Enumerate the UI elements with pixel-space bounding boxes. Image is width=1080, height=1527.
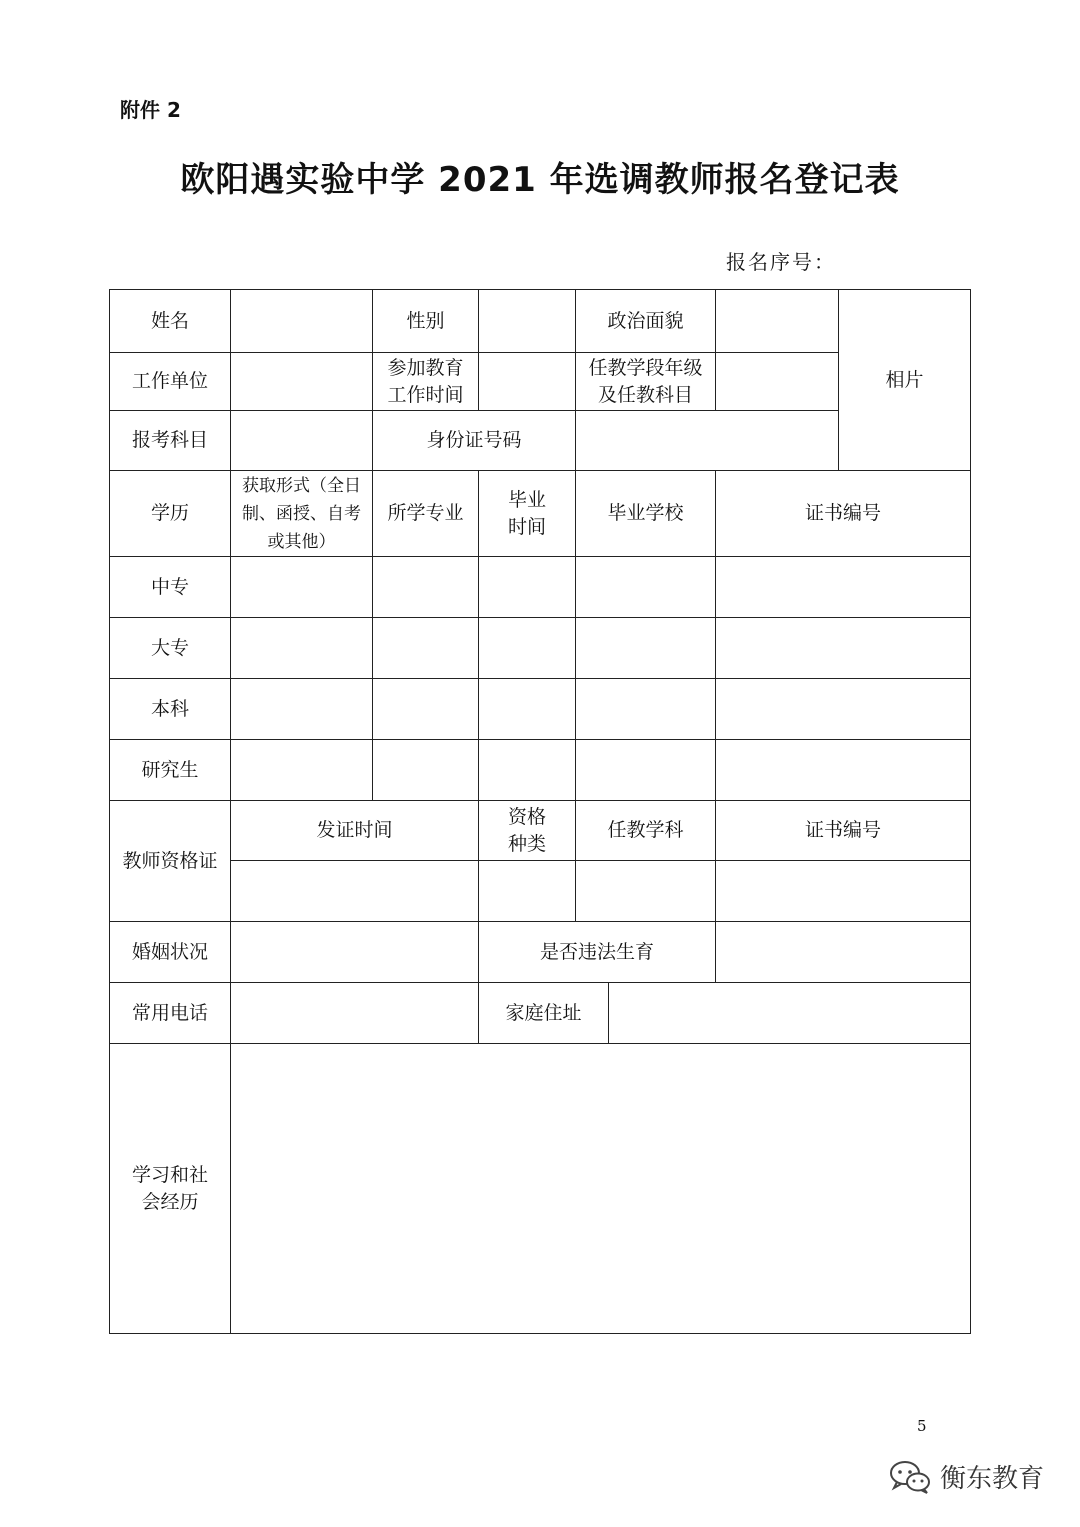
political-field[interactable] — [715, 289, 838, 352]
address-label: 家庭住址 — [478, 982, 608, 1043]
marital-field[interactable] — [230, 921, 478, 982]
experience-field[interactable] — [230, 1043, 970, 1333]
education-label: 学历 — [109, 470, 230, 556]
cert-type-field[interactable] — [478, 860, 575, 921]
education-input[interactable] — [575, 678, 715, 739]
level-label: 中专 — [109, 556, 230, 617]
photo-box[interactable]: 相片 — [838, 289, 970, 470]
cert-type-label: 资格 种类 — [478, 800, 575, 860]
education-input[interactable] — [715, 678, 970, 739]
wechat-icon — [888, 1459, 932, 1495]
id-number-label: 身份证号码 — [372, 410, 575, 470]
grad-school-label: 毕业学校 — [575, 470, 715, 556]
edu-work-time-label: 参加教育 工作时间 — [372, 352, 478, 410]
watermark-text: 衡东教育 — [940, 1464, 1045, 1494]
grade-subject-field[interactable] — [715, 352, 838, 410]
level-label: 研究生 — [109, 739, 230, 800]
grad-time-label: 毕业 时间 — [478, 470, 575, 556]
education-input[interactable] — [575, 739, 715, 800]
level-label: 大专 — [109, 617, 230, 678]
watermark — [888, 1458, 1044, 1495]
page-number: 5 — [917, 1417, 927, 1435]
political-label: 政治面貌 — [575, 289, 715, 352]
experience-label: 学习和社 会经历 — [109, 1043, 230, 1333]
name-label: 姓名 — [109, 289, 230, 352]
education-input[interactable] — [372, 556, 478, 617]
education-input[interactable] — [575, 617, 715, 678]
table-bottom-border — [109, 1333, 971, 1334]
cert-number-label-2: 证书编号 — [715, 800, 970, 860]
education-input[interactable] — [372, 739, 478, 800]
table-right-border — [970, 289, 971, 1334]
education-input[interactable] — [478, 617, 575, 678]
page-title: 欧阳遇实验中学 2021 年选调教师报名登记表 — [180, 160, 900, 200]
level-label: 本科 — [109, 678, 230, 739]
illegal-birth-label: 是否违法生育 — [478, 921, 715, 982]
gender-label: 性别 — [372, 289, 478, 352]
education-input[interactable] — [230, 556, 372, 617]
name-field[interactable] — [230, 289, 372, 352]
workplace-label: 工作单位 — [109, 352, 230, 410]
id-number-field[interactable] — [575, 410, 838, 470]
education-input[interactable] — [478, 678, 575, 739]
address-field[interactable] — [608, 982, 970, 1043]
edu-work-time-field[interactable] — [478, 352, 575, 410]
exam-subject-field[interactable] — [230, 410, 372, 470]
marital-label: 婚姻状况 — [109, 921, 230, 982]
education-input[interactable] — [715, 556, 970, 617]
teach-subject-field[interactable] — [575, 860, 715, 921]
illegal-birth-field[interactable] — [715, 921, 970, 982]
teacher-cert-label: 教师资格证 — [109, 800, 230, 921]
gender-field[interactable] — [478, 289, 575, 352]
workplace-field[interactable] — [230, 352, 372, 410]
acquire-form-label: 获取形式（全日 制、函授、自考 或其他） — [230, 470, 372, 556]
serial-number-label: 报名序号： — [726, 250, 836, 274]
education-input[interactable] — [230, 739, 372, 800]
issue-time-label: 发证时间 — [230, 800, 478, 860]
education-input[interactable] — [478, 556, 575, 617]
exam-subject-label: 报考科目 — [109, 410, 230, 470]
phone-label: 常用电话 — [109, 982, 230, 1043]
education-input[interactable] — [230, 617, 372, 678]
education-input[interactable] — [478, 739, 575, 800]
issue-time-field[interactable] — [230, 860, 478, 921]
cert-number-label: 证书编号 — [715, 470, 970, 556]
attachment-label: 附件 2 — [120, 98, 181, 122]
teach-subject-label: 任教学科 — [575, 800, 715, 860]
education-input[interactable] — [230, 678, 372, 739]
education-input[interactable] — [715, 739, 970, 800]
education-input[interactable] — [715, 617, 970, 678]
grade-subject-label: 任教学段年级 及任教科目 — [575, 352, 715, 410]
cert-number-field[interactable] — [715, 860, 970, 921]
education-input[interactable] — [372, 617, 478, 678]
education-input[interactable] — [372, 678, 478, 739]
education-input[interactable] — [575, 556, 715, 617]
major-label: 所学专业 — [372, 470, 478, 556]
phone-field[interactable] — [230, 982, 478, 1043]
